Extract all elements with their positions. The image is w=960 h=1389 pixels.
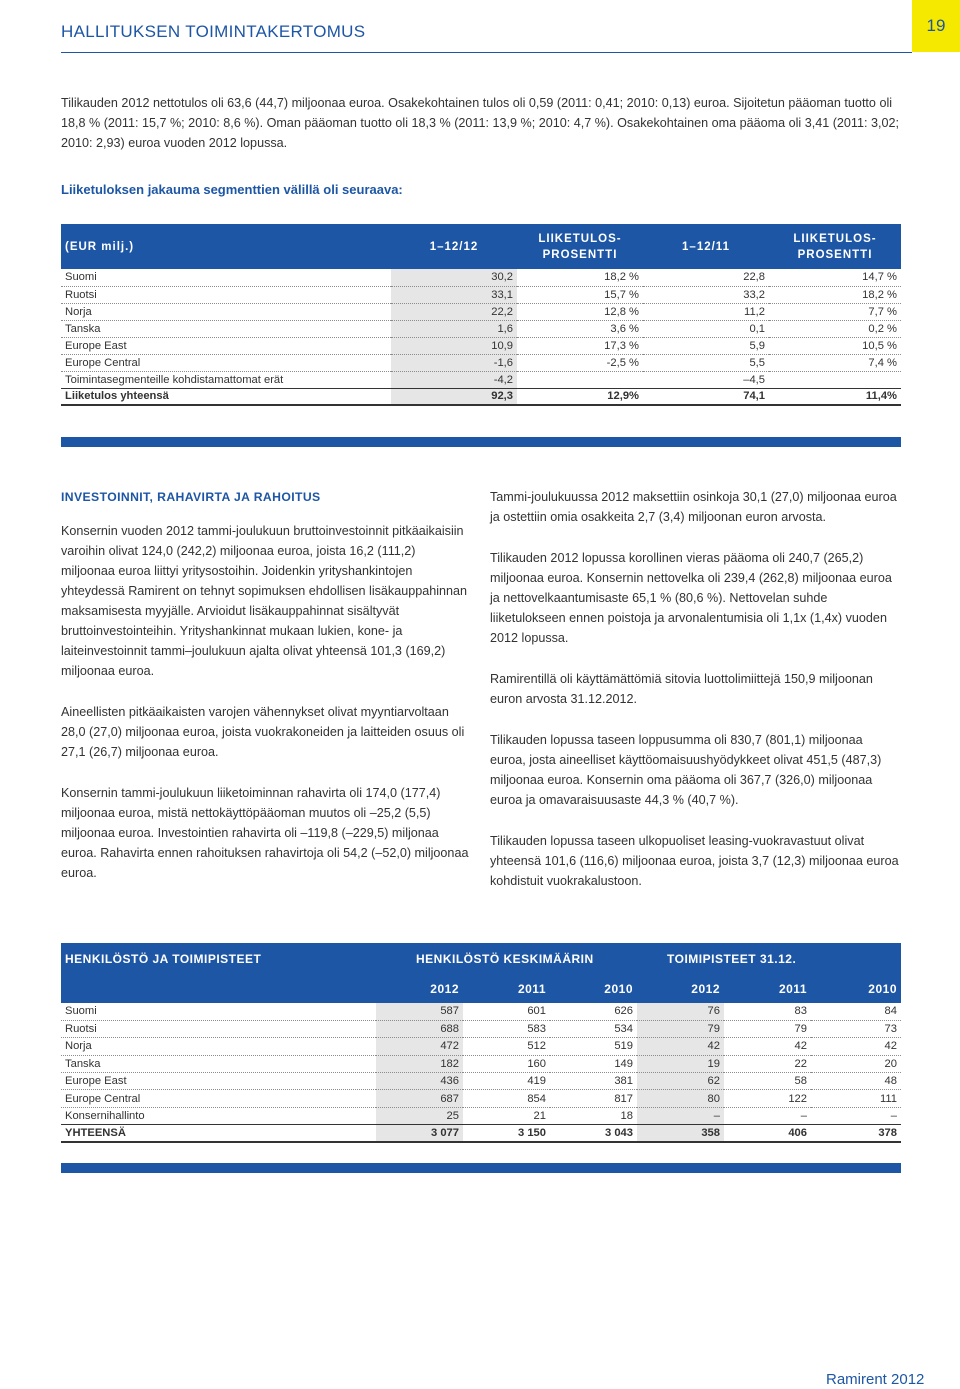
staff-total-row [61, 1125, 901, 1142]
table-cell: 358 [637, 1125, 724, 1142]
table-cell: 79 [724, 1020, 811, 1037]
table-cell: 30,2 [391, 269, 517, 286]
segment-total-row [61, 388, 901, 405]
staff-title: HENKILÖSTÖ JA TOIMIPISTEET [65, 952, 262, 966]
table-cell: 854 [463, 1090, 550, 1107]
table-cell: 587 [376, 1003, 463, 1020]
table-cell: 18,2 % [517, 269, 643, 286]
investments-left-column [61, 487, 471, 904]
table-cell: 25 [376, 1107, 463, 1124]
intro-paragraph: Tilikauden 2012 nettotulos oli 63,6 (44,7) miljoonaa euroa. Osakekohtainen tulos oli 0,59 (2011: 0,41; 2010: 0,13) euroa. Sijoitetun pääoman tuotto oli 18,8 % (2011: 15,7 %; 2010: 8,6 %). Oman pääoman tuotto oli 18,3 % (2011: 13,9 %; 2010: 4,7 %). Osakekohtainen oma pääoma oli 3,41 (2011: 3,02; 2010: 2,93) euroa vuoden 2012 lopussa. [61, 96, 900, 150]
staff-year: 2010 [868, 982, 897, 996]
table-cell: 406 [724, 1125, 811, 1142]
table-cell: 18,2 % [769, 286, 901, 303]
table-cell: 73 [811, 1020, 901, 1037]
staff-year: 2011 [778, 982, 807, 996]
table-cell: 12,9% [517, 388, 643, 405]
table-cell: 1,6 [391, 320, 517, 337]
table-cell: 111 [811, 1090, 901, 1107]
table-cell: 149 [550, 1055, 637, 1072]
table-cell: 3 150 [463, 1125, 550, 1142]
table-cell: 0,1 [643, 320, 769, 337]
table-cell: 58 [724, 1073, 811, 1090]
divider-bar [61, 1163, 901, 1173]
table-cell: 583 [463, 1020, 550, 1037]
row-label: Konsernihallinto [61, 1107, 376, 1124]
table-cell: 22 [724, 1055, 811, 1072]
table-cell: 92,3 [391, 388, 517, 405]
footer-brand: Ramirent 2012 [826, 1371, 925, 1388]
staff-year: 2010 [604, 982, 633, 996]
segment-header-4: LIIKETULOS- PROSENTTI [793, 232, 877, 261]
investments-paragraph: Konsernin tammi-joulukuun liiketoiminnan rahavirta oli 174,0 (177,4) miljoonaa euroa, mistä nettokäyttöpääoman muutos oli –25,2 (5,5) miljoonaa euroa. Investointien rahavirta oli –119,8 (–229,5) miljonaa euroa. Rahavirta ennen rahoituksen rahavirtoja oli 54,2 (–52,0) miljoonaa euroa. [61, 786, 469, 880]
segment-header-1: 1–12/12 [429, 240, 479, 253]
staff-years-row [61, 975, 901, 1003]
table-cell: – [811, 1107, 901, 1124]
segment-header-label: (EUR milj.) [65, 240, 135, 253]
investments-heading: INVESTOINNIT, RAHAVIRTA JA RAHOITUS [61, 490, 321, 504]
investments-right-column [490, 487, 901, 912]
investments-paragraph: Tilikauden lopussa taseen ulkopuoliset leasing-vuokravastuut olivat yhteensä 101,6 (116,6) miljoonaa euroa, joista 3,7 (12,3) miljoonaa euroa kohdistuit vuokrakalustoon. [490, 834, 899, 888]
table-cell: 83 [724, 1003, 811, 1020]
investments-paragraph: Konsernin vuoden 2012 tammi-joulukuun bruttoinvestoinnit pitkäaikaisiin varoihin olivat 124,0 (242,2) miljoonaa euroa, joista 16,2 (111,2) miljoonaa euroa liittyi yritysostoihin. Joidenkin yrityshankintojen yhteydessä Ramirent on tehnyt sopimuksen ehdollisen lisäkauppahinnan maksamisesta myyjälle. Arvioidut lisäkauppahinnat sisältyvät bruttoinvestointeihin. Yrityshankinnat mukaan lukien, kone- ja laiteinvestoinnit tammi–joulukuun ajalta olivat yhteensä 101,3 (169,2) miljoonaa euroa. [61, 524, 468, 678]
table-cell: 381 [550, 1073, 637, 1090]
staff-group-locations: TOIMIPISTEET 31.12. [667, 952, 797, 966]
segment-header-2: LIIKETULOS- PROSENTTI [538, 232, 622, 261]
staff-table [61, 943, 901, 1143]
table-row [61, 1055, 901, 1072]
staff-year-blank [61, 975, 376, 1003]
table-cell: 42 [637, 1038, 724, 1055]
table-cell [517, 371, 643, 388]
table-cell: 512 [463, 1038, 550, 1055]
table-cell: 22,8 [643, 269, 769, 286]
row-label: Ruotsi [61, 286, 391, 303]
table-cell: 688 [376, 1020, 463, 1037]
table-cell: 7,7 % [769, 303, 901, 320]
table-cell: 10,5 % [769, 337, 901, 354]
table-cell: – [637, 1107, 724, 1124]
table-cell: 7,4 % [769, 354, 901, 371]
table-cell: -1,6 [391, 354, 517, 371]
segment-table [61, 224, 901, 406]
investments-paragraph: Tilikauden 2012 lopussa korollinen vieras pääoma oli 240,7 (265,2) miljoonaa euroa. Konsernin nettovelka oli 239,4 (262,8) miljoonaa euroa ja nettovelkaantumisaste 65,1 % (80,6 %). Nettovelan suhde liiketulokseen ennen poistoja ja arvonalentumisia oli 1,1x (1,4x) vuoden 2012 lopussa. [490, 551, 892, 645]
table-cell: 21 [463, 1107, 550, 1124]
table-row [61, 1003, 901, 1020]
investments-paragraph: Ramirentillä oli käyttämättömiä sitovia luottolimiittejä 150,9 miljoonan euron arvosta 31.12.2012. [490, 672, 873, 706]
segment-header-row [61, 224, 901, 269]
table-cell: 601 [463, 1003, 550, 1020]
table-cell: 62 [637, 1073, 724, 1090]
staff-header-row [61, 943, 901, 975]
staff-year: 2011 [517, 982, 546, 996]
table-cell: 17,3 % [517, 337, 643, 354]
staff-year: 2012 [691, 982, 720, 996]
row-label: Liiketulos yhteensä [61, 388, 391, 405]
table-row [61, 1038, 901, 1055]
table-cell: -2,5 % [517, 354, 643, 371]
investments-paragraph: Aineellisten pitkäaikaisten varojen vähennykset olivat myyntiarvoltaan 28,0 (27,0) miljoonaa euroa, joista vuokrakoneiden ja laitteiden osuus oli 27,1 (26,7) miljoonaa euroa. [61, 705, 465, 759]
table-row [61, 1020, 901, 1037]
table-cell: – [724, 1107, 811, 1124]
row-label: Europe Central [61, 354, 391, 371]
table-cell: 22,2 [391, 303, 517, 320]
investments-paragraph: Tilikauden lopussa taseen loppusumma oli 830,7 (801,1) miljoonaa euroa, josta aineelliset käyttöomaisuushyödykkeet olivat 451,5 (487,3) miljoonaa euroa. Konsernin oma pääoma oli 367,7 (326,0) miljoonaa euroa ja omavaraisuusaste 44,3 % (40,7 %). [490, 733, 882, 807]
table-cell: 626 [550, 1003, 637, 1020]
table-cell: 534 [550, 1020, 637, 1037]
row-label: Europe Central [61, 1090, 376, 1107]
table-cell: 3,6 % [517, 320, 643, 337]
table-cell [769, 371, 901, 388]
table-cell: 14,7 % [769, 269, 901, 286]
row-label: Norja [61, 303, 391, 320]
table-row [61, 320, 901, 337]
table-cell: 378 [811, 1125, 901, 1142]
table-cell: 20 [811, 1055, 901, 1072]
divider-bar [61, 437, 901, 447]
table-cell: 3 077 [376, 1125, 463, 1142]
table-cell: 42 [724, 1038, 811, 1055]
row-label: Europe East [61, 1073, 376, 1090]
table-cell: 0,2 % [769, 320, 901, 337]
row-label: Suomi [61, 269, 391, 286]
row-label: Norja [61, 1038, 376, 1055]
table-cell: 5,5 [643, 354, 769, 371]
table-cell: 687 [376, 1090, 463, 1107]
table-row [61, 269, 901, 286]
table-cell: 122 [724, 1090, 811, 1107]
table-cell: 3 043 [550, 1125, 637, 1142]
table-cell: 12,8 % [517, 303, 643, 320]
row-label: Tanska [61, 320, 391, 337]
table-cell: 84 [811, 1003, 901, 1020]
table-cell: 42 [811, 1038, 901, 1055]
row-label: Toimintasegmenteille kohdistamattomat erät [61, 371, 391, 388]
section-title: HALLITUKSEN TOIMINTAKERTOMUS [61, 22, 366, 41]
table-row [61, 1090, 901, 1107]
table-cell: 419 [463, 1073, 550, 1090]
table-row [61, 286, 901, 303]
table-row [61, 1073, 901, 1090]
segment-header-3: 1–12/11 [682, 240, 730, 253]
table-cell: 18 [550, 1107, 637, 1124]
table-cell: 33,2 [643, 286, 769, 303]
table-cell: 519 [550, 1038, 637, 1055]
table-cell: 817 [550, 1090, 637, 1107]
table-row [61, 1107, 901, 1124]
row-label: Suomi [61, 1003, 376, 1020]
table-cell: 74,1 [643, 388, 769, 405]
row-label: Tanska [61, 1055, 376, 1072]
table-row [61, 303, 901, 320]
row-label: Ruotsi [61, 1020, 376, 1037]
staff-year: 2012 [430, 982, 459, 996]
table-cell: 79 [637, 1020, 724, 1037]
investments-paragraph: Tammi-joulukuussa 2012 maksettiin osinkoja 30,1 (27,0) miljoonaa euroa ja ostettiin omia osakkeita 2,7 (3,4) miljoonan euron arvosta. [490, 490, 897, 524]
table-cell: 160 [463, 1055, 550, 1072]
table-cell: 33,1 [391, 286, 517, 303]
table-cell: 10,9 [391, 337, 517, 354]
header-rule [61, 52, 912, 53]
table-row [61, 371, 901, 388]
staff-group-personnel: HENKILÖSTÖ KESKIMÄÄRIN [416, 952, 594, 966]
table-cell: 436 [376, 1073, 463, 1090]
table-cell: 472 [376, 1038, 463, 1055]
table-cell: 182 [376, 1055, 463, 1072]
table-cell: 15,7 % [517, 286, 643, 303]
table-cell: 76 [637, 1003, 724, 1020]
table-row [61, 354, 901, 371]
table-cell: 11,2 [643, 303, 769, 320]
segment-heading: Liiketuloksen jakauma segmenttien välillä oli seuraava: [61, 182, 403, 197]
table-cell: 11,4% [769, 388, 901, 405]
table-cell: 80 [637, 1090, 724, 1107]
table-row [61, 337, 901, 354]
row-label: YHTEENSÄ [61, 1125, 376, 1142]
table-cell: 48 [811, 1073, 901, 1090]
table-cell: 5,9 [643, 337, 769, 354]
table-cell: –4,5 [643, 371, 769, 388]
page-number: 19 [926, 16, 946, 35]
row-label: Europe East [61, 337, 391, 354]
table-cell: 19 [637, 1055, 724, 1072]
table-cell: -4,2 [391, 371, 517, 388]
